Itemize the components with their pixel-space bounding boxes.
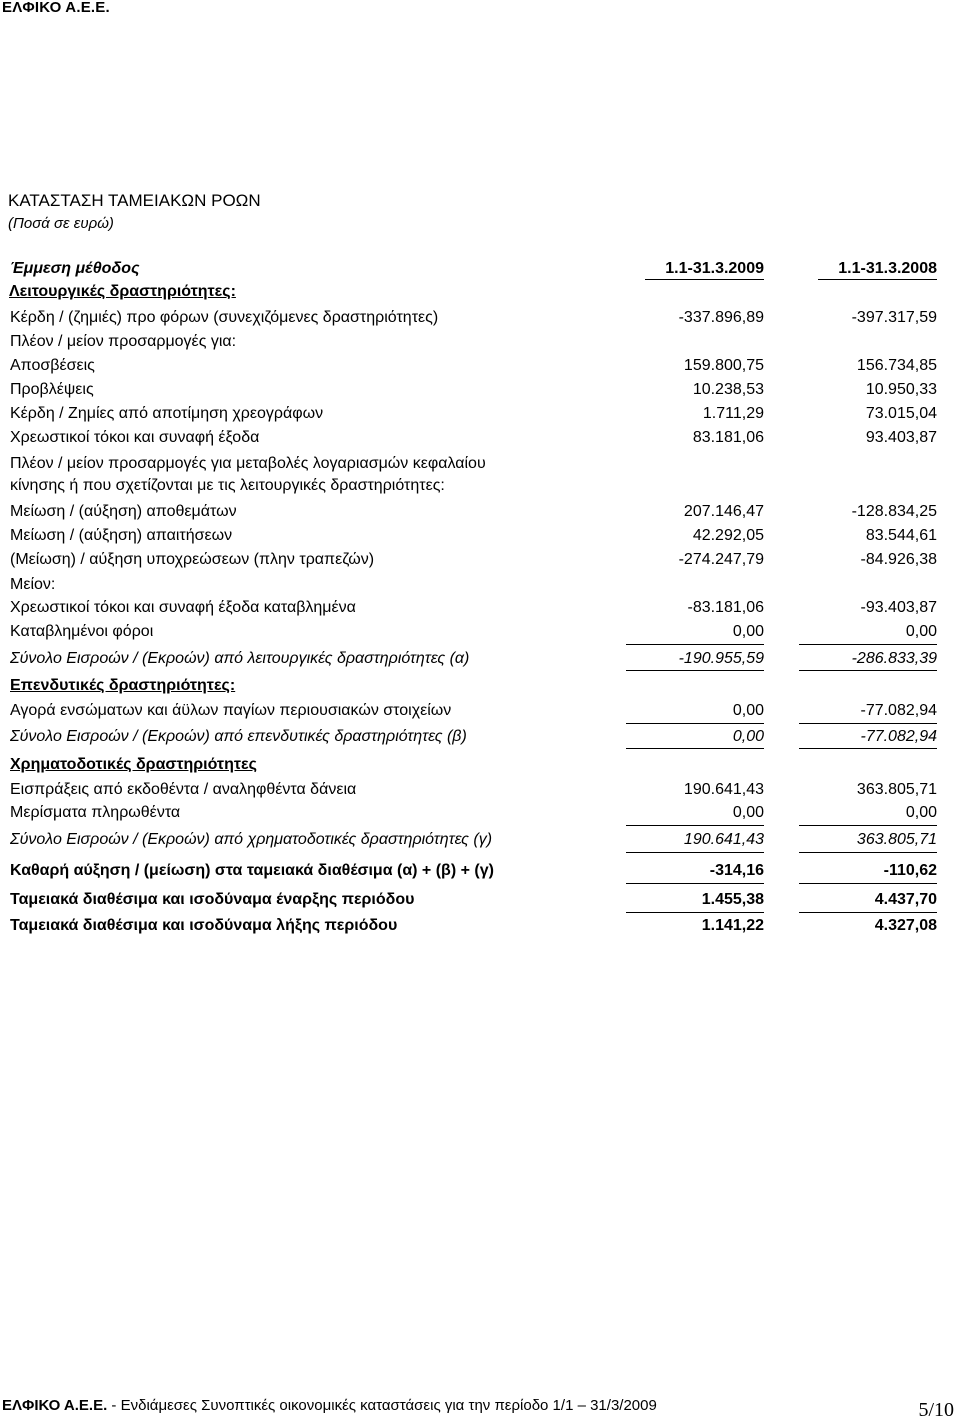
row-value-2009: 0,00 bbox=[732, 623, 764, 640]
row-value-2009: -274.247,79 bbox=[678, 551, 764, 568]
row-value-2009: 0,00 bbox=[732, 702, 764, 719]
table-row bbox=[0, 700, 960, 722]
row-value-2009: -83.181,06 bbox=[687, 599, 764, 616]
operating-total-2009: -190.955,59 bbox=[678, 650, 764, 667]
row-value-2008: 0,00 bbox=[905, 623, 937, 640]
row-value-2008: -84.926,38 bbox=[860, 551, 937, 568]
row-value-2009: 83.181,06 bbox=[692, 429, 764, 446]
row-label: Χρεωστικοί τόκοι και συναφή έξοδα καταβλημένα bbox=[10, 599, 356, 616]
row-value-2008: 0,00 bbox=[905, 804, 937, 821]
table-row bbox=[0, 597, 960, 619]
subtotal-line-2009 bbox=[626, 644, 764, 645]
subtotal-line-2008 bbox=[799, 644, 937, 645]
column-header-row bbox=[0, 258, 960, 280]
table-row bbox=[0, 403, 960, 425]
table-row bbox=[0, 915, 960, 937]
investing-total-2008: -77.082,94 bbox=[860, 728, 937, 745]
statement-title: ΚΑΤΑΣΤΑΣΗ ΤΑΜΕΙΑΚΩΝ ΡΟΩΝ bbox=[8, 191, 261, 210]
row-label: Πλέον / μείον προσαρμογές για μεταβολές λογαριασμών κεφαλαίου bbox=[10, 455, 486, 472]
table-row bbox=[0, 802, 960, 824]
subtotal-line-2009 bbox=[626, 825, 764, 826]
method-label: Έμμεση μέθοδος bbox=[10, 260, 140, 277]
investing-total-2009: 0,00 bbox=[732, 728, 764, 745]
row-label: Καταβλημένοι φόροι bbox=[10, 623, 154, 640]
row-label: κίνησης ή που σχετίζονται με τις λειτουργικές δραστηριότητες: bbox=[10, 477, 445, 494]
total-line-2008 bbox=[799, 670, 937, 671]
opening-cash-2008: 4.437,70 bbox=[874, 891, 937, 908]
page-number: 5/10 bbox=[918, 1399, 954, 1421]
row-label: Αγορά ενσώματων και άϋλων παγίων περιουσιακών στοιχείων bbox=[10, 702, 452, 719]
section-operating-label: Λειτουργικές δραστηριότητες: bbox=[9, 283, 236, 300]
total-line-2008 bbox=[799, 748, 937, 749]
row-value-2008: 93.403,87 bbox=[865, 429, 937, 446]
row-label: Κέρδη / (ζημιές) προ φόρων (συνεχιζόμενες δραστηριότητες) bbox=[10, 309, 439, 326]
row-label: Μερίσματα πληρωθέντα bbox=[10, 804, 181, 821]
table-row bbox=[0, 549, 960, 571]
row-value-2008: -93.403,87 bbox=[860, 599, 937, 616]
opening-line-2009 bbox=[626, 912, 764, 913]
row-value-2009: 10.238,53 bbox=[692, 381, 764, 398]
row-label: Μείον: bbox=[10, 576, 56, 593]
row-value-2008: 156.734,85 bbox=[856, 357, 937, 374]
table-row bbox=[0, 621, 960, 643]
row-value-2008: -77.082,94 bbox=[860, 702, 937, 719]
row-label: Πλέον / μείον προσαρμογές για: bbox=[10, 333, 237, 350]
row-value-2009: 0,00 bbox=[732, 804, 764, 821]
section-investing-label: Επενδυτικές δραστηριότητες: bbox=[10, 677, 236, 694]
closing-cash-2008: 4.327,08 bbox=[874, 917, 937, 934]
table-row bbox=[0, 675, 960, 697]
table-row bbox=[0, 307, 960, 329]
table-row bbox=[0, 779, 960, 801]
net-change-2008: -110,62 bbox=[883, 862, 937, 879]
opening-cash-label: Ταμειακά διαθέσιμα και ισοδύναμα έναρξης περιόδου bbox=[10, 891, 415, 908]
company-header: ΕΛΦΙΚΟ Α.Ε.Ε. bbox=[2, 0, 110, 16]
closing-cash-2009: 1.141,22 bbox=[701, 917, 764, 934]
row-value-2009: 42.292,05 bbox=[692, 527, 764, 544]
row-label: Αποσβέσεις bbox=[10, 357, 95, 374]
row-label: Κέρδη / Ζημίες από αποτίμηση χρεογράφων bbox=[10, 405, 324, 422]
table-row bbox=[0, 281, 959, 303]
total-line-2008 bbox=[799, 852, 937, 853]
row-value-2008: -128.834,25 bbox=[851, 503, 937, 520]
table-row bbox=[0, 525, 960, 547]
row-value-2008: 363.805,71 bbox=[856, 781, 937, 798]
row-label: Μείωση / (αύξηση) αποθεμάτων bbox=[10, 503, 237, 520]
table-row bbox=[0, 726, 960, 748]
financing-total-2008: 363.805,71 bbox=[856, 831, 937, 848]
closing-cash-label: Ταμειακά διαθέσιμα και ισοδύναμα λήξης περιόδου bbox=[10, 917, 398, 934]
opening-cash-2009: 1.455,38 bbox=[701, 891, 764, 908]
page-footer bbox=[2, 1397, 958, 1421]
table-row bbox=[0, 860, 960, 882]
row-value-2008: 83.544,61 bbox=[865, 527, 937, 544]
row-value-2009: 207.146,47 bbox=[683, 503, 764, 520]
subtotal-line-2008 bbox=[799, 723, 937, 724]
row-label: Χρεωστικοί τόκοι και συναφή έξοδα bbox=[10, 429, 260, 446]
row-label: Μείωση / (αύξηση) απαιτήσεων bbox=[10, 527, 233, 544]
table-row bbox=[0, 427, 960, 449]
period-2-header: 1.1-31.3.2008 bbox=[838, 260, 937, 277]
row-value-2009: 190.641,43 bbox=[683, 781, 764, 798]
table-row bbox=[0, 648, 960, 670]
total-line-2009 bbox=[626, 748, 764, 749]
investing-total-label: Σύνολο Εισροών / (Εκροών) από επενδυτικές δραστηριότητες (β) bbox=[10, 728, 467, 745]
row-value-2009: 159.800,75 bbox=[683, 357, 764, 374]
total-line-2009 bbox=[626, 670, 764, 671]
row-label: (Μείωση) / αύξηση υποχρεώσεων (πλην τραπεζών) bbox=[10, 551, 375, 568]
table-row bbox=[0, 754, 960, 776]
section-financing-label: Χρηματοδοτικές δραστηριότητες bbox=[10, 756, 257, 773]
net-line-2008 bbox=[799, 883, 937, 884]
table-row bbox=[0, 501, 960, 523]
row-value-2008: 10.950,33 bbox=[865, 381, 937, 398]
operating-total-2008: -286.833,39 bbox=[851, 650, 937, 667]
table-row bbox=[0, 475, 960, 497]
period-2-header-underline bbox=[818, 279, 937, 280]
table-row bbox=[0, 331, 960, 353]
row-value-2009: -337.896,89 bbox=[678, 309, 764, 326]
footer-text: - Ενδιάμεσες Συνοπτικές οικονομικές καταστάσεις για την περίοδο 1/1 – 31/3/2009 bbox=[107, 1397, 657, 1414]
table-row bbox=[0, 453, 960, 475]
row-value-2008: 73.015,04 bbox=[865, 405, 937, 422]
subtotal-line-2008 bbox=[799, 825, 937, 826]
financing-total-2009: 190.641,43 bbox=[683, 831, 764, 848]
net-line-2009 bbox=[626, 883, 764, 884]
table-row bbox=[0, 574, 960, 596]
subtotal-line-2009 bbox=[626, 723, 764, 724]
period-1-header-underline bbox=[645, 279, 764, 280]
financing-total-label: Σύνολο Εισροών / (Εκροών) από χρηματοδοτικές δραστηριότητες (γ) bbox=[10, 831, 493, 848]
footer-company: ΕΛΦΙΚΟ Α.Ε.Ε. bbox=[2, 1397, 108, 1414]
row-label: Εισπράξεις από εκδοθέντα / αναληφθέντα δάνεια bbox=[10, 781, 357, 798]
opening-line-2008 bbox=[799, 912, 937, 913]
row-value-2008: -397.317,59 bbox=[851, 309, 937, 326]
table-row bbox=[0, 829, 960, 851]
table-row bbox=[0, 355, 960, 377]
table-row bbox=[0, 889, 960, 911]
net-change-2009: -314,16 bbox=[709, 862, 764, 879]
period-1-header: 1.1-31.3.2009 bbox=[665, 260, 764, 277]
operating-total-label: Σύνολο Εισροών / (Εκροών) από λειτουργικές δραστηριότητες (α) bbox=[10, 650, 470, 667]
row-value-2009: 1.711,29 bbox=[702, 405, 764, 422]
net-change-label: Καθαρή αύξηση / (μείωση) στα ταμειακά διαθέσιμα (α) + (β) + (γ) bbox=[10, 862, 494, 879]
row-label: Προβλέψεις bbox=[10, 381, 94, 398]
total-line-2009 bbox=[626, 852, 764, 853]
statement-subtitle: (Ποσά σε ευρώ) bbox=[8, 215, 114, 232]
table-row bbox=[0, 379, 960, 401]
